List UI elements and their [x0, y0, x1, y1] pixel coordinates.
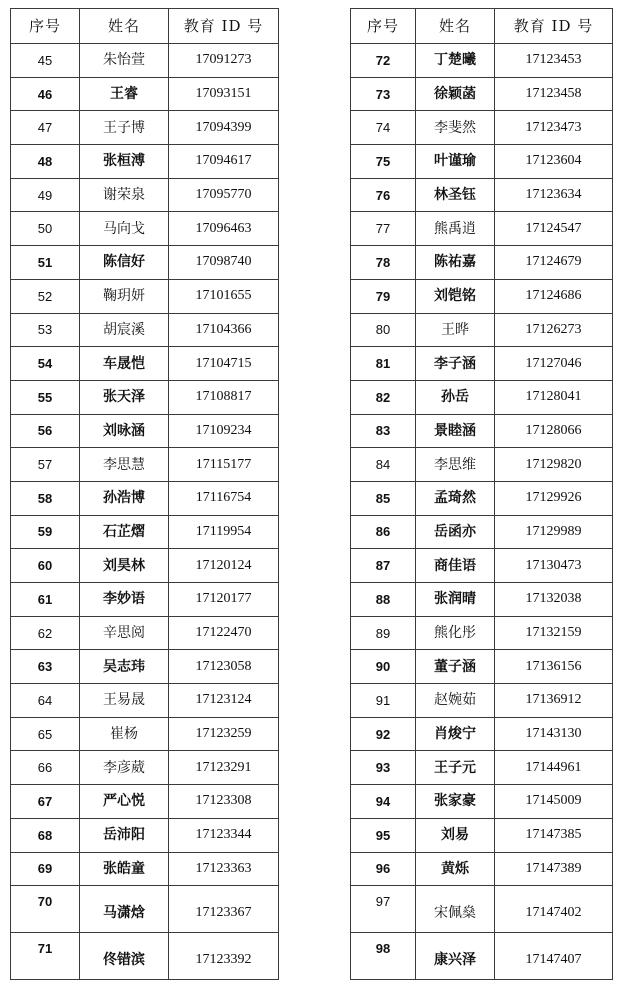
row-number: 94 [351, 785, 416, 819]
table-row [351, 751, 613, 785]
row-number: 76 [351, 178, 416, 212]
education-id: 17123634 [495, 178, 613, 212]
education-id: 17123344 [169, 818, 279, 852]
education-id: 17123308 [169, 785, 279, 819]
education-id: 17130473 [495, 549, 613, 583]
table-row [11, 583, 279, 617]
table-row [11, 246, 279, 280]
student-name: 李思慧 [80, 448, 169, 482]
row-number: 96 [351, 852, 416, 886]
student-name: 车晟恺 [80, 347, 169, 381]
student-name: 商佳语 [416, 549, 495, 583]
row-number: 48 [11, 145, 80, 179]
education-id: 17123124 [169, 684, 279, 718]
student-name: 康兴泽 [416, 933, 495, 980]
row-number: 51 [11, 246, 80, 280]
table-row [351, 933, 613, 980]
education-id: 17095770 [169, 178, 279, 212]
table-row [11, 44, 279, 78]
student-name: 林圣钰 [416, 178, 495, 212]
table-row [11, 212, 279, 246]
table-row [351, 717, 613, 751]
table-row [351, 616, 613, 650]
row-number: 60 [11, 549, 80, 583]
row-number: 88 [351, 583, 416, 617]
education-id: 17096463 [169, 212, 279, 246]
table-row [11, 515, 279, 549]
row-number: 61 [11, 583, 80, 617]
row-number: 84 [351, 448, 416, 482]
table-row [11, 279, 279, 313]
education-id: 17136156 [495, 650, 613, 684]
education-id: 17123259 [169, 717, 279, 751]
row-number: 91 [351, 684, 416, 718]
table-row [351, 380, 613, 414]
student-name: 叶谨瑜 [416, 145, 495, 179]
student-name: 景睦涵 [416, 414, 495, 448]
table-row [11, 785, 279, 819]
education-id: 17143130 [495, 717, 613, 751]
table-row [11, 414, 279, 448]
table-row [351, 785, 613, 819]
table-row [11, 616, 279, 650]
education-id: 17108817 [169, 380, 279, 414]
student-name: 孙浩博 [80, 481, 169, 515]
row-number: 63 [11, 650, 80, 684]
row-number: 66 [11, 751, 80, 785]
student-name: 王子元 [416, 751, 495, 785]
row-number: 78 [351, 246, 416, 280]
row-number: 69 [11, 852, 80, 886]
student-name: 马向戈 [80, 212, 169, 246]
education-id: 17123363 [169, 852, 279, 886]
table-row [351, 583, 613, 617]
table-row [11, 717, 279, 751]
student-name: 刘易 [416, 818, 495, 852]
row-number: 79 [351, 279, 416, 313]
table-row [351, 414, 613, 448]
education-id: 17124686 [495, 279, 613, 313]
row-number: 62 [11, 616, 80, 650]
education-id: 17147385 [495, 818, 613, 852]
student-table-right [350, 8, 613, 980]
table-row [11, 818, 279, 852]
row-number: 58 [11, 481, 80, 515]
header-id: 教育 ID 号 [169, 9, 279, 44]
row-number: 46 [11, 77, 80, 111]
table-row [11, 933, 279, 980]
table-row [351, 886, 613, 933]
row-number: 52 [11, 279, 80, 313]
row-number: 53 [11, 313, 80, 347]
student-name: 张天泽 [80, 380, 169, 414]
row-number: 73 [351, 77, 416, 111]
table-row [351, 347, 613, 381]
student-name: 熊化彤 [416, 616, 495, 650]
table-row [11, 347, 279, 381]
row-number: 59 [11, 515, 80, 549]
education-id: 17094617 [169, 145, 279, 179]
student-name: 李子涵 [416, 347, 495, 381]
table-row [351, 44, 613, 78]
student-name: 王易晟 [80, 684, 169, 718]
student-name: 黄烁 [416, 852, 495, 886]
table-row [11, 448, 279, 482]
education-id: 17122470 [169, 616, 279, 650]
row-number: 56 [11, 414, 80, 448]
header-name: 姓名 [80, 9, 169, 44]
student-name: 丁楚曦 [416, 44, 495, 78]
table-row [11, 852, 279, 886]
table-row [11, 650, 279, 684]
table-row [351, 481, 613, 515]
education-id: 17120177 [169, 583, 279, 617]
student-name: 石芷熠 [80, 515, 169, 549]
education-id: 17093151 [169, 77, 279, 111]
student-name: 岳函亦 [416, 515, 495, 549]
table-row [11, 145, 279, 179]
table-row [351, 178, 613, 212]
table-row [351, 77, 613, 111]
student-name: 刘咏涵 [80, 414, 169, 448]
table-header-row [351, 9, 613, 44]
row-number: 57 [11, 448, 80, 482]
education-id: 17126273 [495, 313, 613, 347]
header-no: 序号 [11, 9, 80, 44]
student-name: 徐颖菡 [416, 77, 495, 111]
table-row [351, 111, 613, 145]
student-name: 胡宸溪 [80, 313, 169, 347]
row-number: 93 [351, 751, 416, 785]
table-row [351, 515, 613, 549]
table-row [351, 852, 613, 886]
row-number: 71 [11, 933, 80, 980]
education-id: 17129820 [495, 448, 613, 482]
education-id: 17132038 [495, 583, 613, 617]
education-id: 17123367 [169, 886, 279, 933]
education-id: 17147389 [495, 852, 613, 886]
education-id: 17119954 [169, 515, 279, 549]
table-row [11, 178, 279, 212]
student-name: 佟错滨 [80, 933, 169, 980]
header-id: 教育 ID 号 [495, 9, 613, 44]
row-number: 47 [11, 111, 80, 145]
row-number: 81 [351, 347, 416, 381]
student-name: 岳沛阳 [80, 818, 169, 852]
education-id: 17132159 [495, 616, 613, 650]
row-number: 54 [11, 347, 80, 381]
student-name: 肖焌宁 [416, 717, 495, 751]
student-name: 张家豪 [416, 785, 495, 819]
row-number: 95 [351, 818, 416, 852]
education-id: 17091273 [169, 44, 279, 78]
education-id: 17123392 [169, 933, 279, 980]
student-table-left [10, 8, 279, 980]
row-number: 82 [351, 380, 416, 414]
student-name: 李斐然 [416, 111, 495, 145]
table-row [11, 751, 279, 785]
table-row [351, 246, 613, 280]
education-id: 17123453 [495, 44, 613, 78]
education-id: 17109234 [169, 414, 279, 448]
education-id: 17098740 [169, 246, 279, 280]
row-number: 50 [11, 212, 80, 246]
row-number: 86 [351, 515, 416, 549]
education-id: 17147407 [495, 933, 613, 980]
education-id: 17115177 [169, 448, 279, 482]
row-number: 97 [351, 886, 416, 933]
row-number: 92 [351, 717, 416, 751]
student-name: 董子涵 [416, 650, 495, 684]
row-number: 98 [351, 933, 416, 980]
row-number: 65 [11, 717, 80, 751]
student-name: 刘昊林 [80, 549, 169, 583]
row-number: 64 [11, 684, 80, 718]
education-id: 17128041 [495, 380, 613, 414]
student-name: 张润晴 [416, 583, 495, 617]
table-row [351, 650, 613, 684]
table-row [11, 380, 279, 414]
row-number: 85 [351, 481, 416, 515]
education-id: 17123291 [169, 751, 279, 785]
education-id: 17123458 [495, 77, 613, 111]
student-name: 熊禹逍 [416, 212, 495, 246]
table-row [351, 818, 613, 852]
education-id: 17124679 [495, 246, 613, 280]
row-number: 83 [351, 414, 416, 448]
education-id: 17104715 [169, 347, 279, 381]
student-name: 王晔 [416, 313, 495, 347]
row-number: 45 [11, 44, 80, 78]
row-number: 75 [351, 145, 416, 179]
education-id: 17128066 [495, 414, 613, 448]
row-number: 77 [351, 212, 416, 246]
student-name: 赵婉茹 [416, 684, 495, 718]
education-id: 17136912 [495, 684, 613, 718]
table-row [351, 684, 613, 718]
table-row [351, 145, 613, 179]
education-id: 17094399 [169, 111, 279, 145]
table-row [351, 313, 613, 347]
table-row [11, 481, 279, 515]
student-name: 严心悦 [80, 785, 169, 819]
student-name: 王子博 [80, 111, 169, 145]
row-number: 68 [11, 818, 80, 852]
student-name: 李妙语 [80, 583, 169, 617]
education-id: 17123604 [495, 145, 613, 179]
table-header-row [11, 9, 279, 44]
student-name: 张桓溥 [80, 145, 169, 179]
row-number: 80 [351, 313, 416, 347]
education-id: 17120124 [169, 549, 279, 583]
student-name: 吴志玮 [80, 650, 169, 684]
header-name: 姓名 [416, 9, 495, 44]
row-number: 87 [351, 549, 416, 583]
student-name: 马潇焓 [80, 886, 169, 933]
student-name: 陈信好 [80, 246, 169, 280]
table-row [351, 279, 613, 313]
table-row [11, 684, 279, 718]
education-id: 17145009 [495, 785, 613, 819]
student-name: 张皓童 [80, 852, 169, 886]
student-name: 辛思阅 [80, 616, 169, 650]
student-name: 孙岳 [416, 380, 495, 414]
row-number: 74 [351, 111, 416, 145]
table-row [351, 212, 613, 246]
student-name: 李彦葳 [80, 751, 169, 785]
table-row [11, 886, 279, 933]
row-number: 89 [351, 616, 416, 650]
student-name: 王睿 [80, 77, 169, 111]
education-id: 17104366 [169, 313, 279, 347]
student-name: 李思维 [416, 448, 495, 482]
student-name: 朱怡萱 [80, 44, 169, 78]
education-id: 17124547 [495, 212, 613, 246]
student-name: 鞠玥妍 [80, 279, 169, 313]
table-row [351, 448, 613, 482]
student-name: 谢荣泉 [80, 178, 169, 212]
table-row [11, 549, 279, 583]
row-number: 70 [11, 886, 80, 933]
table-row [11, 313, 279, 347]
table-row [11, 77, 279, 111]
student-name: 孟琦然 [416, 481, 495, 515]
education-id: 17144961 [495, 751, 613, 785]
education-id: 17116754 [169, 481, 279, 515]
student-name: 崔杨 [80, 717, 169, 751]
education-id: 17101655 [169, 279, 279, 313]
student-name: 宋佩燊 [416, 886, 495, 933]
row-number: 55 [11, 380, 80, 414]
education-id: 17129989 [495, 515, 613, 549]
student-name: 刘铠铭 [416, 279, 495, 313]
row-number: 67 [11, 785, 80, 819]
table-row [11, 111, 279, 145]
header-no: 序号 [351, 9, 416, 44]
education-id: 17127046 [495, 347, 613, 381]
row-number: 90 [351, 650, 416, 684]
row-number: 72 [351, 44, 416, 78]
education-id: 17123058 [169, 650, 279, 684]
student-name: 陈祐嘉 [416, 246, 495, 280]
education-id: 17129926 [495, 481, 613, 515]
table-row [351, 549, 613, 583]
education-id: 17123473 [495, 111, 613, 145]
row-number: 49 [11, 178, 80, 212]
education-id: 17147402 [495, 886, 613, 933]
